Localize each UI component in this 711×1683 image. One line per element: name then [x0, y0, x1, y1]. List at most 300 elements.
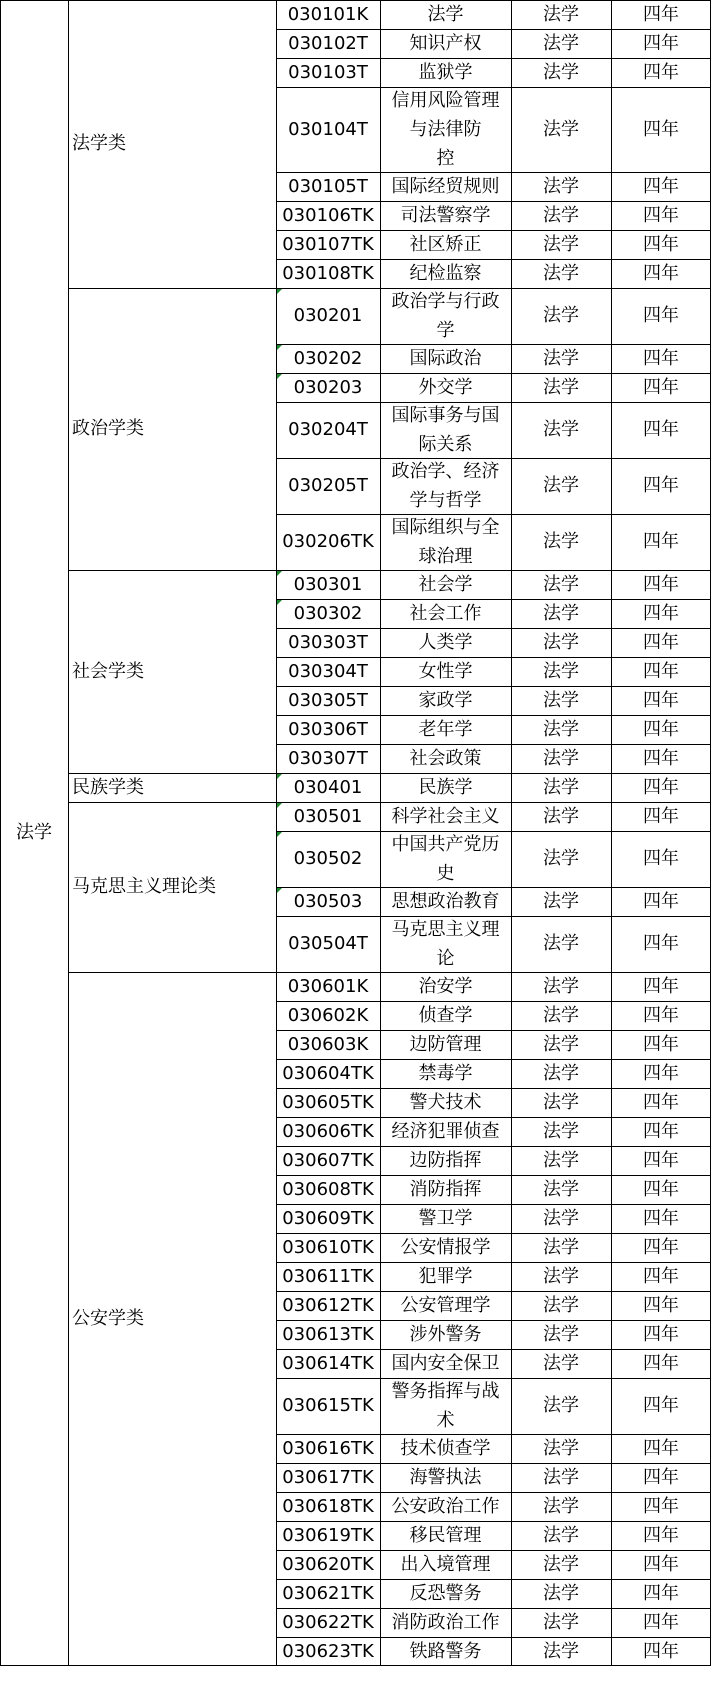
major-name-line: 政治学与行政 [391, 291, 500, 312]
degree-cell: 法学 [543, 376, 579, 398]
major-name-cell [380, 1146, 511, 1175]
major-name-line: 消防指挥 [409, 1179, 482, 1200]
degree-cell: 法学 [543, 1207, 579, 1229]
degree-cell: 法学 [543, 1611, 579, 1633]
major-name-line: 信用风险管理 [391, 90, 500, 111]
major-name-cell [380, 1550, 511, 1579]
major-name-lines [419, 1059, 473, 1088]
major-code-cell: 030609TK [282, 1207, 374, 1229]
degree-cell: 法学 [543, 1149, 579, 1171]
major-name-line: 反恐警务 [409, 1583, 482, 1604]
major-name-line: 控 [436, 148, 455, 169]
major-code-cell: 030620TK [282, 1553, 374, 1575]
degree-cell: 法学 [543, 776, 579, 798]
major-code-cell: 030401 [293, 776, 363, 798]
major-name-cell [380, 1059, 511, 1088]
major-name-lines [419, 570, 473, 599]
major-name-lines [392, 1377, 500, 1435]
duration-cell: 四年 [643, 262, 679, 284]
major-name-lines [401, 201, 491, 230]
major-name-cell [380, 916, 511, 972]
degree-cell: 法学 [543, 347, 579, 369]
degree-cell: 法学 [543, 1466, 579, 1488]
major-name-cell [380, 1001, 511, 1030]
duration-cell: 四年 [643, 1004, 679, 1026]
major-name-lines [419, 773, 473, 802]
major-name-line: 民族学 [418, 777, 473, 798]
major-code-cell: 030203 [293, 376, 363, 398]
major-name-lines [419, 972, 473, 1001]
degree-cell: 法学 [543, 32, 579, 54]
major-name-line: 学与哲学 [409, 490, 482, 511]
major-code-cell: 030604TK [282, 1062, 374, 1084]
major-name-lines [410, 1175, 482, 1204]
duration-cell: 四年 [643, 805, 679, 827]
major-code-cell: 030108TK [282, 262, 374, 284]
major-name-lines [392, 1492, 500, 1521]
degree-cell: 法学 [543, 1004, 579, 1026]
duration-cell: 四年 [643, 233, 679, 255]
category-cell: 政治学类 [72, 418, 144, 439]
major-name-cell [380, 87, 511, 172]
major-code-cell: 030205T [288, 475, 368, 496]
major-name-cell [380, 29, 511, 58]
cell-comment-marker [277, 888, 282, 893]
duration-cell: 四年 [643, 118, 679, 140]
degree-cell: 法学 [543, 631, 579, 653]
major-code-cell: 030602K [287, 1004, 369, 1026]
major-code-cell: 030611TK [282, 1265, 374, 1287]
degree-cell: 法学 [543, 1033, 579, 1055]
major-name-line: 监狱学 [418, 62, 473, 83]
duration-cell: 四年 [643, 1062, 679, 1084]
major-name-lines [419, 58, 473, 87]
major-name-line: 国内安全保卫 [391, 1353, 500, 1374]
major-code-cell: 030619TK [282, 1524, 374, 1546]
duration-cell: 四年 [643, 61, 679, 83]
degree-cell: 法学 [543, 1395, 579, 1416]
duration-cell: 四年 [643, 1611, 679, 1633]
major-name-cell [380, 1492, 511, 1521]
major-name-lines [401, 1291, 491, 1320]
major-name-line: 纪检监察 [409, 263, 482, 284]
major-code-cell: 030504T [288, 933, 368, 954]
major-name-line: 警卫学 [418, 1208, 473, 1229]
major-name-lines [392, 802, 500, 831]
duration-cell: 四年 [643, 347, 679, 369]
duration-cell: 四年 [643, 1395, 679, 1416]
duration-cell: 四年 [643, 175, 679, 197]
major-code-cell: 030616TK [282, 1437, 374, 1459]
major-code-cell: 030107TK [282, 233, 374, 255]
degree-cell: 法学 [543, 531, 579, 552]
major-name-cell [380, 628, 511, 657]
major-code-cell: 030106TK [282, 204, 374, 226]
major-name-lines [419, 628, 473, 657]
major-name-cell [380, 1463, 511, 1492]
degree-cell: 法学 [543, 204, 579, 226]
major-name-cell [380, 1637, 511, 1666]
major-name-line: 社区矫正 [409, 234, 482, 255]
major-name-line: 政治学、经济 [391, 461, 500, 482]
major-name-cell [380, 1204, 511, 1233]
degree-cell: 法学 [543, 1294, 579, 1316]
major-name-cell [380, 715, 511, 744]
duration-cell: 四年 [643, 1524, 679, 1546]
major-name-line: 际关系 [418, 434, 473, 455]
major-code-cell: 030105T [288, 175, 368, 197]
major-name-lines [401, 1233, 491, 1262]
major-name-line: 与法律防 [409, 119, 482, 140]
major-name-cell [380, 744, 511, 773]
major-name-cell [380, 1378, 511, 1434]
major-code-cell: 030307T [288, 747, 368, 769]
degree-cell: 法学 [543, 1553, 579, 1575]
major-name-line: 社会政策 [409, 748, 482, 769]
major-code-cell: 030501 [293, 805, 363, 827]
degree-cell: 法学 [543, 975, 579, 997]
major-name-line: 国际经贸规则 [391, 176, 500, 197]
major-name-line: 警犬技术 [409, 1092, 482, 1113]
discipline-cell: 法学 [16, 822, 52, 843]
degree-cell: 法学 [543, 1352, 579, 1374]
major-code-cell: 030101K [287, 3, 369, 25]
duration-cell: 四年 [643, 1582, 679, 1604]
major-code-cell: 030206TK [282, 531, 374, 552]
major-name-cell [380, 686, 511, 715]
major-name-cell [380, 230, 511, 259]
duration-cell: 四年 [643, 573, 679, 595]
major-name-lines [410, 1463, 482, 1492]
major-code-cell: 030617TK [282, 1466, 374, 1488]
duration-cell: 四年 [643, 602, 679, 624]
major-code-cell: 030621TK [282, 1582, 374, 1604]
duration-cell: 四年 [643, 1495, 679, 1517]
major-name-line: 警务指挥与战 [391, 1381, 500, 1402]
major-name-line: 家政学 [418, 690, 473, 711]
duration-cell: 四年 [643, 1294, 679, 1316]
major-name-lines [410, 1320, 482, 1349]
major-name-lines [392, 513, 500, 571]
major-name-lines [419, 1262, 473, 1291]
major-name-lines [410, 599, 482, 628]
degree-cell: 法学 [543, 118, 579, 140]
major-name-line: 铁路警务 [409, 1641, 482, 1662]
major-name-cell [380, 1434, 511, 1463]
major-name-line: 马克思主义理 [391, 919, 500, 940]
major-name-lines [392, 457, 500, 515]
duration-cell: 四年 [643, 204, 679, 226]
degree-cell: 法学 [543, 419, 579, 440]
degree-cell: 法学 [543, 1091, 579, 1113]
degree-cell: 法学 [543, 1323, 579, 1345]
major-name-cell [380, 1175, 511, 1204]
major-name-line: 国际事务与国 [391, 405, 500, 426]
duration-cell: 四年 [643, 1149, 679, 1171]
degree-cell: 法学 [543, 1236, 579, 1258]
major-code-cell: 030610TK [282, 1236, 374, 1258]
cell-comment-marker [277, 803, 282, 808]
major-code-cell: 030605TK [282, 1091, 374, 1113]
major-code-cell: 030302 [293, 602, 363, 624]
degree-cell: 法学 [543, 660, 579, 682]
major-name-line: 社会学 [418, 574, 473, 595]
major-name-line: 女性学 [418, 661, 473, 682]
major-name-line: 中国共产党历 [391, 834, 500, 855]
major-name-lines [410, 1637, 482, 1666]
major-name-line: 消防政治工作 [391, 1612, 500, 1633]
major-name-line: 法学 [427, 4, 464, 25]
cell-comment-marker [277, 832, 282, 837]
major-code-cell: 030623TK [282, 1640, 374, 1662]
major-code-cell: 030301 [293, 573, 363, 595]
major-name-lines [410, 29, 482, 58]
duration-cell: 四年 [643, 32, 679, 54]
category-cell: 民族学类 [72, 776, 144, 798]
major-code-cell: 030303T [288, 631, 368, 653]
major-name-cell [380, 773, 511, 802]
major-name-line: 学 [436, 320, 455, 341]
major-name-line: 人类学 [418, 632, 473, 653]
degree-cell: 法学 [543, 1120, 579, 1142]
degree-cell: 法学 [543, 475, 579, 496]
duration-cell: 四年 [643, 933, 679, 954]
major-name-line: 出入境管理 [400, 1554, 491, 1575]
major-name-lines [410, 1521, 482, 1550]
degree-cell: 法学 [543, 1178, 579, 1200]
major-name-line: 治安学 [418, 976, 473, 997]
cell-comment-marker [277, 600, 282, 605]
major-name-cell [380, 373, 511, 402]
major-name-cell [380, 1320, 511, 1349]
duration-cell: 四年 [643, 776, 679, 798]
cell-comment-marker [277, 345, 282, 350]
major-name-line: 侦查学 [418, 1005, 473, 1026]
major-name-line: 知识产权 [409, 33, 482, 54]
major-name-cell [380, 831, 511, 887]
major-name-cell [380, 887, 511, 916]
major-name-cell [380, 1521, 511, 1550]
major-name-cell [380, 1030, 511, 1059]
major-name-lines [392, 915, 500, 973]
duration-cell: 四年 [643, 531, 679, 552]
degree-cell: 法学 [543, 848, 579, 869]
degree-cell: 法学 [543, 1062, 579, 1084]
degree-cell: 法学 [543, 1640, 579, 1662]
major-name-cell [380, 1608, 511, 1637]
major-name-line: 公安管理学 [400, 1295, 491, 1316]
duration-cell: 四年 [643, 1466, 679, 1488]
duration-cell: 四年 [643, 1437, 679, 1459]
duration-cell: 四年 [643, 848, 679, 869]
major-name-lines [392, 172, 500, 201]
degree-cell: 法学 [543, 573, 579, 595]
duration-cell: 四年 [643, 1091, 679, 1113]
duration-cell: 四年 [643, 1323, 679, 1345]
cell-comment-marker [277, 374, 282, 379]
major-name-line: 禁毒学 [418, 1063, 473, 1084]
major-name-lines [401, 1550, 491, 1579]
major-code-cell: 030606TK [282, 1120, 374, 1142]
major-name-cell [380, 1117, 511, 1146]
degree-cell: 法学 [543, 747, 579, 769]
major-name-line: 论 [436, 948, 455, 969]
duration-cell: 四年 [643, 419, 679, 440]
major-name-line: 思想政治教育 [391, 891, 500, 912]
major-code-cell: 030304T [288, 660, 368, 682]
degree-cell: 法学 [543, 3, 579, 25]
major-name-line: 边防管理 [409, 1034, 482, 1055]
major-name-cell [380, 657, 511, 686]
degree-cell: 法学 [543, 1524, 579, 1546]
duration-cell: 四年 [643, 1352, 679, 1374]
major-code-cell: 030601K [287, 975, 369, 997]
major-name-line: 史 [436, 863, 455, 884]
duration-cell: 四年 [643, 890, 679, 912]
major-name-cell [380, 344, 511, 373]
major-code-cell: 030612TK [282, 1294, 374, 1316]
major-code-cell: 030305T [288, 689, 368, 711]
degree-cell: 法学 [543, 233, 579, 255]
degree-cell: 法学 [543, 890, 579, 912]
duration-cell: 四年 [643, 1265, 679, 1287]
major-name-cell [380, 58, 511, 87]
major-code-cell: 030607TK [282, 1149, 374, 1171]
degree-cell: 法学 [543, 61, 579, 83]
major-name-lines [410, 1146, 482, 1175]
major-name-cell [380, 514, 511, 570]
duration-cell: 四年 [643, 1120, 679, 1142]
major-code-cell: 030502 [293, 848, 363, 869]
duration-cell: 四年 [643, 3, 679, 25]
major-code-cell: 030202 [293, 347, 363, 369]
major-name-line: 海警执法 [409, 1467, 482, 1488]
duration-cell: 四年 [643, 475, 679, 496]
major-code-cell: 030615TK [282, 1395, 374, 1416]
major-name-cell [380, 458, 511, 514]
duration-cell: 四年 [643, 747, 679, 769]
major-name-line: 外交学 [418, 377, 473, 398]
degree-cell: 法学 [543, 933, 579, 954]
major-name-cell [380, 402, 511, 458]
duration-cell: 四年 [643, 975, 679, 997]
cell-comment-marker [277, 289, 282, 294]
major-name-line: 边防指挥 [409, 1150, 482, 1171]
major-name-lines [410, 230, 482, 259]
major-name-line: 涉外警务 [409, 1324, 482, 1345]
degree-cell: 法学 [543, 1582, 579, 1604]
major-name-line: 老年学 [418, 719, 473, 740]
major-name-lines [392, 86, 500, 173]
duration-cell: 四年 [643, 631, 679, 653]
major-name-line: 国际组织与全 [391, 517, 500, 538]
major-name-lines [419, 686, 473, 715]
major-name-lines [410, 744, 482, 773]
major-name-cell [380, 0, 511, 29]
major-code-cell: 030503 [293, 890, 363, 912]
major-name-lines [392, 887, 500, 916]
major-name-lines [410, 259, 482, 288]
cell-comment-marker [277, 571, 282, 576]
degree-cell: 法学 [543, 689, 579, 711]
degree-cell: 法学 [543, 175, 579, 197]
major-name-lines [410, 1030, 482, 1059]
duration-cell: 四年 [643, 689, 679, 711]
duration-cell: 四年 [643, 1178, 679, 1200]
duration-cell: 四年 [643, 305, 679, 326]
major-name-cell [380, 1291, 511, 1320]
major-name-lines [392, 1349, 500, 1378]
major-name-cell [380, 1579, 511, 1608]
major-name-lines [419, 1204, 473, 1233]
duration-cell: 四年 [643, 1207, 679, 1229]
major-name-lines [392, 401, 500, 459]
major-name-line: 科学社会主义 [391, 806, 500, 827]
major-name-lines [401, 1434, 491, 1463]
major-name-cell [380, 599, 511, 628]
major-code-cell: 030614TK [282, 1352, 374, 1374]
degree-cell: 法学 [543, 305, 579, 326]
major-name-lines [410, 1579, 482, 1608]
major-code-cell: 030306T [288, 718, 368, 740]
degree-cell: 法学 [543, 805, 579, 827]
major-name-line: 司法警察学 [400, 205, 491, 226]
major-name-cell [380, 288, 511, 344]
major-name-lines [419, 657, 473, 686]
major-code-cell: 030613TK [282, 1323, 374, 1345]
duration-cell: 四年 [643, 1236, 679, 1258]
degree-cell: 法学 [543, 718, 579, 740]
duration-cell: 四年 [643, 718, 679, 740]
major-name-lines [392, 830, 500, 888]
major-code-cell: 030603K [287, 1033, 369, 1055]
category-cell: 法学类 [72, 133, 126, 154]
duration-cell: 四年 [643, 1640, 679, 1662]
major-name-line: 移民管理 [409, 1525, 482, 1546]
major-name-cell [380, 570, 511, 599]
category-cell: 公安学类 [72, 1308, 144, 1329]
major-name-line: 经济犯罪侦查 [391, 1121, 500, 1142]
major-name-lines [392, 287, 500, 345]
major-code-cell: 030103T [288, 61, 368, 83]
major-name-line: 公安政治工作 [391, 1496, 500, 1517]
degree-cell: 法学 [543, 262, 579, 284]
degree-cell: 法学 [543, 602, 579, 624]
major-code-cell: 030618TK [282, 1495, 374, 1517]
major-code-cell: 030104T [288, 118, 368, 140]
duration-cell: 四年 [643, 660, 679, 682]
major-name-line: 术 [436, 1410, 455, 1431]
major-code-cell: 030201 [293, 305, 363, 326]
major-name-lines [392, 1608, 500, 1637]
major-name-cell [380, 172, 511, 201]
cell-comment-marker [277, 774, 282, 779]
major-name-cell [380, 259, 511, 288]
major-name-line: 犯罪学 [418, 1266, 473, 1287]
category-cell: 马克思主义理论类 [72, 876, 216, 897]
major-code-cell: 030608TK [282, 1178, 374, 1200]
major-code-cell: 030622TK [282, 1611, 374, 1633]
major-name-line: 公安情报学 [400, 1237, 491, 1258]
major-name-line: 国际政治 [409, 348, 482, 369]
duration-cell: 四年 [643, 1553, 679, 1575]
major-name-cell [380, 972, 511, 1001]
major-name-cell [380, 201, 511, 230]
degree-cell: 法学 [543, 1265, 579, 1287]
category-cell: 社会学类 [72, 660, 144, 682]
major-name-line: 技术侦查学 [400, 1438, 491, 1459]
major-name-lines [410, 1088, 482, 1117]
